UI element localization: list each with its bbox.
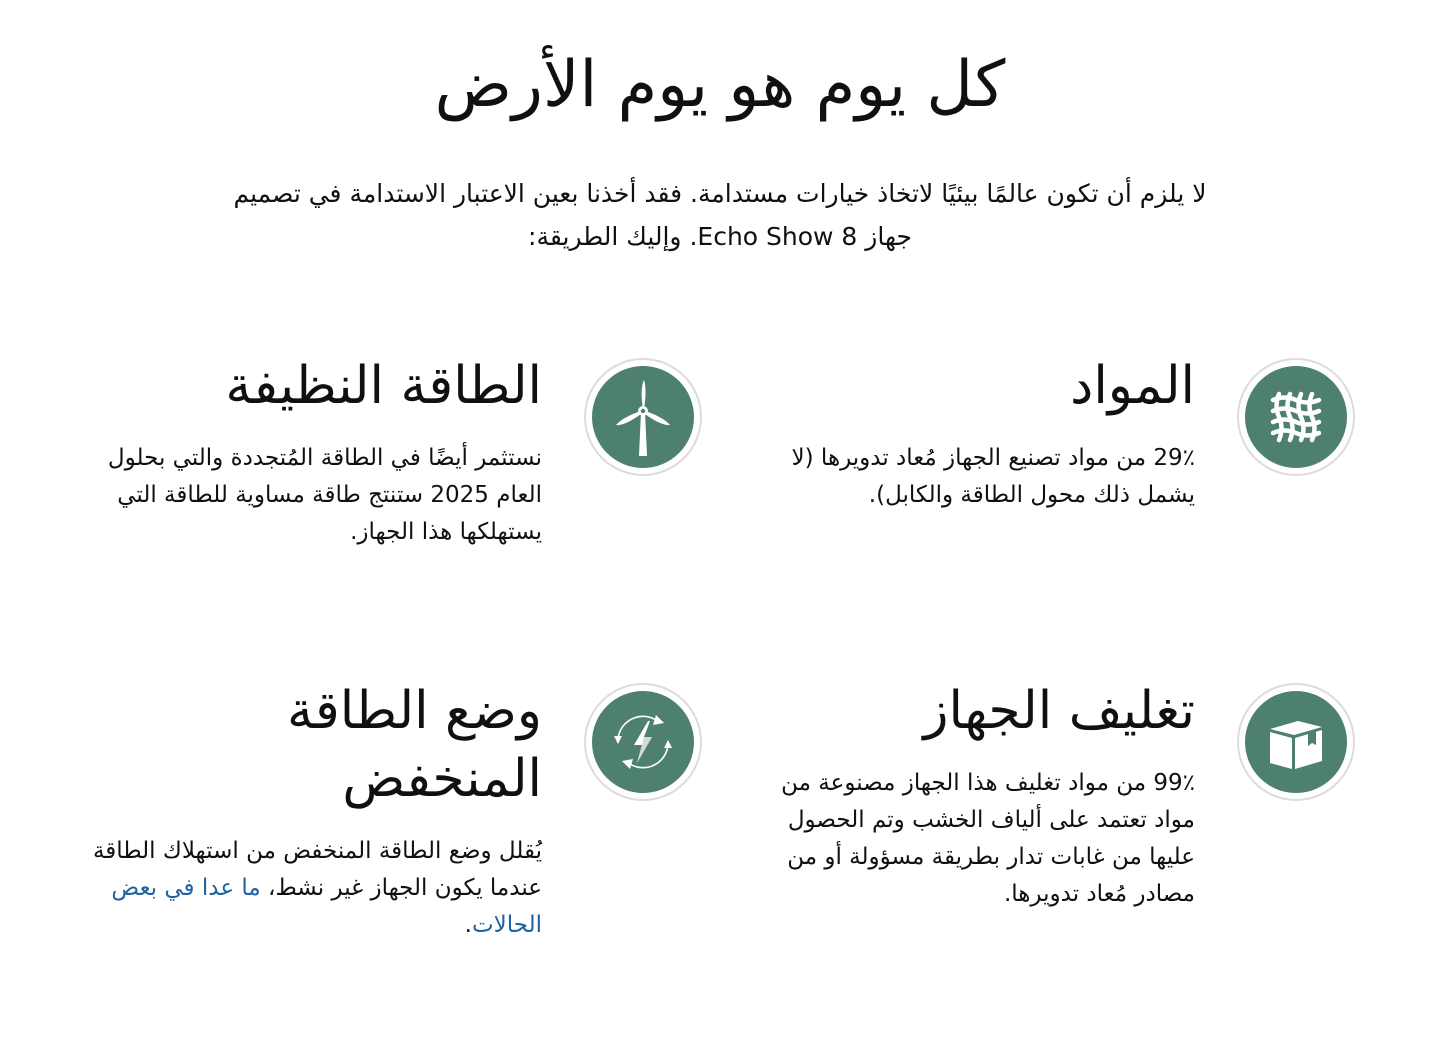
feature-title: وضع الطاقة المنخفض — [287, 681, 542, 809]
feature-text — [82, 683, 542, 944]
feature-title: المواد — [1070, 356, 1195, 416]
intro-text — [130, 172, 1310, 258]
feature-low-power — [82, 683, 702, 983]
feature-materials — [735, 358, 1355, 658]
feature-body-text: يُقلل وضع الطاقة المنخفض من استهلاك الطاقة عندما يكون الجهاز غير نشط، — [92, 838, 542, 901]
feature-text — [735, 683, 1195, 913]
feature-icon-ring — [584, 683, 702, 801]
box-icon — [1245, 691, 1347, 793]
feature-title: تغليف الجهاز — [923, 681, 1195, 741]
intro-line-2: جهاز Echo Show 8. وإليك الطريقة: — [528, 222, 912, 251]
feature-text — [735, 358, 1195, 514]
feature-packaging — [735, 683, 1355, 983]
recycled-mesh-icon — [1245, 366, 1347, 468]
wind-turbine-icon — [592, 366, 694, 468]
feature-clean-energy — [82, 358, 702, 658]
feature-body-end: . — [464, 912, 472, 938]
feature-icon-ring — [584, 358, 702, 476]
exceptions-link[interactable]: ما عدا في بعض الحالات — [111, 875, 542, 938]
intro-line-1: لا يلزم أن تكون عالمًا بيئيًا لاتخاذ خيارات مستدامة. فقد أخذنا بعين الاعتبار الاستدامة في تصميم — [233, 179, 1207, 208]
feature-body: 29٪ من مواد تصنيع الجهاز مُعاد تدويرها (لا يشمل ذلك محول الطاقة والكابل). — [791, 445, 1195, 508]
feature-icon-ring — [1237, 358, 1355, 476]
feature-text — [82, 358, 542, 551]
page-title: كل يوم هو يوم الأرض — [434, 48, 1006, 122]
feature-title: الطاقة النظيفة — [225, 356, 542, 416]
feature-icon-ring — [1237, 683, 1355, 801]
feature-body: نستثمر أيضًا في الطاقة المُتجددة والتي بحلول العام 2025 ستنتج طاقة مساوية للطاقة التي يستهلكها هذا الجهاز. — [107, 445, 542, 545]
lightning-cycle-icon — [592, 691, 694, 793]
feature-body: 99٪ من مواد تغليف هذا الجهاز مصنوعة من مواد تعتمد على ألياف الخشب وتم الحصول عليها من غابات تدار بطريقة مسؤولة أو من مصادر مُعاد تدويرها. — [781, 770, 1195, 907]
feature-body — [82, 833, 542, 944]
